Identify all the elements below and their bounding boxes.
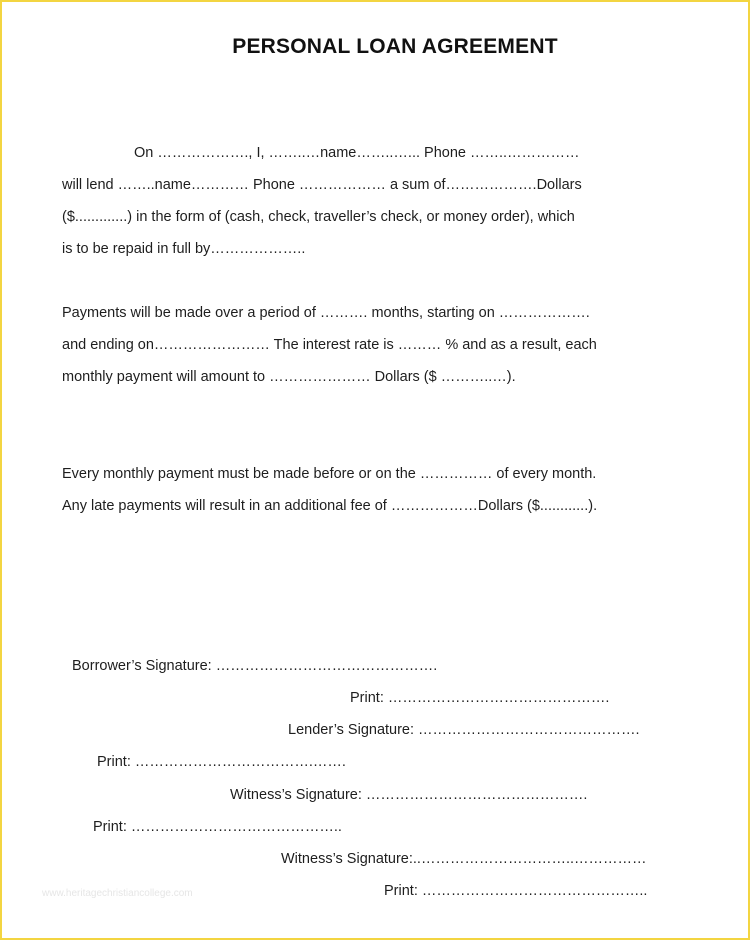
witness2-signature-line: Witness’s Signature:..…………………………..…………… xyxy=(281,851,647,867)
paragraph3-line1: Every monthly payment must be made before or on the …………… of every month. xyxy=(62,466,597,482)
borrower-print-line: Print: ………………………………………. xyxy=(350,690,610,706)
witness1-signature-line: Witness’s Signature: ………………………………………. xyxy=(230,787,588,803)
witness2-print-line: Print: ……………………………………….. xyxy=(384,883,648,899)
paragraph1-line3: ($.............) in the form of (cash, check, traveller’s check, or money order), which xyxy=(62,209,575,225)
borrower-signature-line: Borrower’s Signature: ………………………………………. xyxy=(72,658,438,674)
lender-print-line: Print: ……………………………….……. xyxy=(97,754,346,770)
paragraph2-line2: and ending on…………………… The interest rate is ……… % and as a result, each xyxy=(62,337,597,353)
paragraph2-line3: monthly payment will amount to ………………… Dollars ($ ………..…). xyxy=(62,369,516,385)
paragraph1-line1: On ………………., I, ……..…name……..…... Phone ……..…………… xyxy=(134,145,580,161)
paragraph1-line2: will lend ……..name………… Phone ……………… a sum of……………….Dollars xyxy=(62,177,582,193)
witness1-print-line: Print: …………………………………….. xyxy=(93,819,342,835)
lender-signature-line: Lender’s Signature: ………………………………………. xyxy=(288,722,640,738)
watermark-text: www.heritagechristiancollege.com xyxy=(42,888,193,899)
document-title: PERSONAL LOAN AGREEMENT xyxy=(232,35,558,58)
paragraph3-line2: Any late payments will result in an additional fee of ………………Dollars ($............). xyxy=(62,498,598,514)
paragraph1-line4: is to be repaid in full by……………….. xyxy=(62,241,306,257)
paragraph2-line1: Payments will be made over a period of ………. months, starting on ………………. xyxy=(62,305,590,321)
